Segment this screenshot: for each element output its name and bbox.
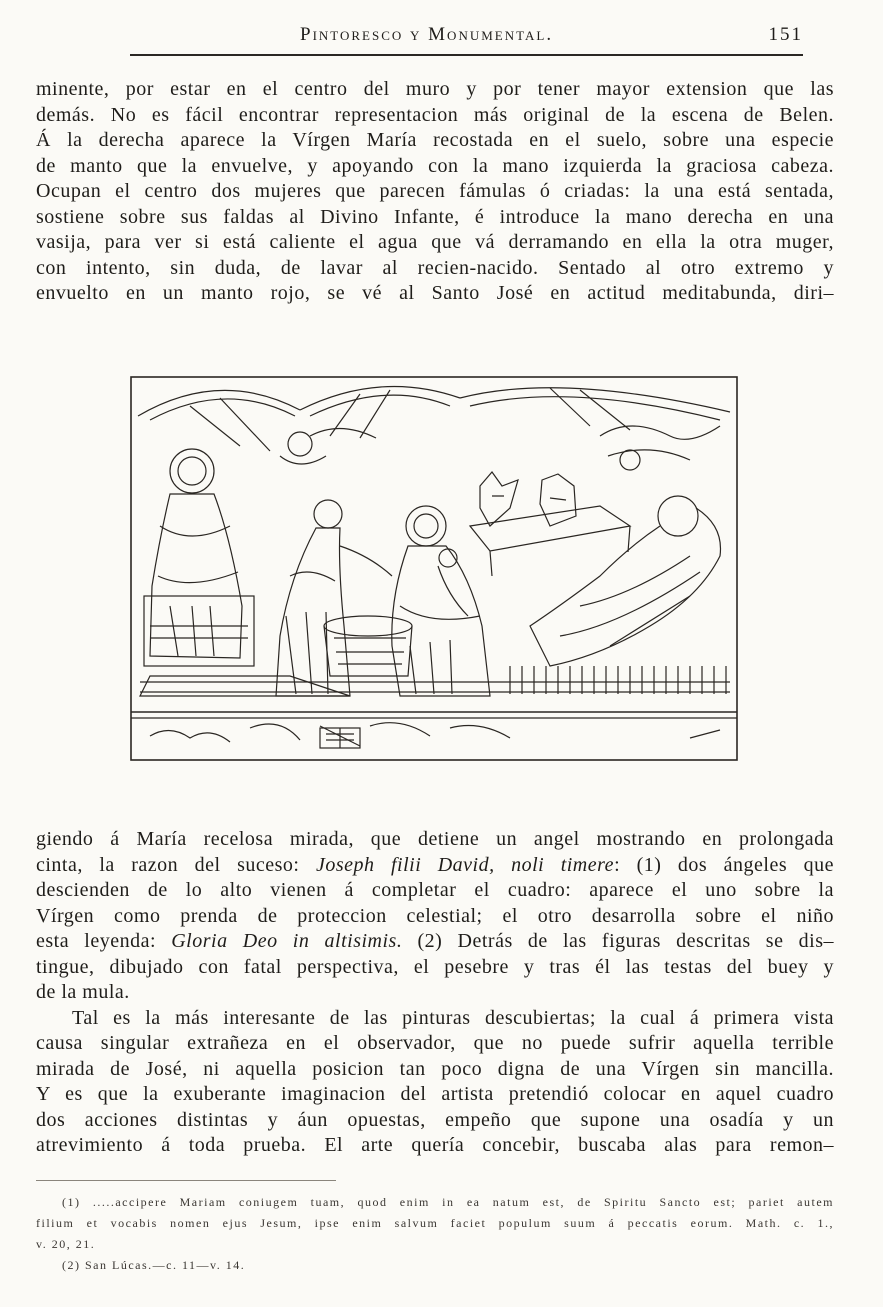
text-line: dos acciones distintas y áun opuestas, empeño que supone una osadía y un: [36, 1108, 834, 1131]
footnotes: [36, 1192, 834, 1276]
header-rule: [130, 54, 803, 56]
footnote-line: filium et vocabis nomen ejus Jesum, ipse enim salvum faciet populum suum á peccatis eorum. Math. c. 1.,: [36, 1216, 834, 1230]
text-line: vasija, para ver si está caliente el agua que vá derramando en ella la otra muger,: [36, 231, 834, 253]
text-line: de la mula.: [36, 981, 130, 1003]
footnote-line: (1) .....accipere Mariam coniugem tuam, quod enim in ea natum est, de Spiritu Sancto est; pariet autem: [62, 1195, 834, 1209]
text-line: demás. No es fácil encontrar representacion más original de la escena de Belen.: [36, 103, 834, 126]
text-line: mirada de José, ni aquella posicion tan poco digna de una Vírgen sin mancilla.: [36, 1057, 834, 1080]
text-line: sostiene sobre sus faldas al Divino Infante, é introduce la mano derecha en una: [36, 205, 834, 228]
text-line: con intento, sin duda, de lavar al recien-nacido. Sentado al otro extremo y: [36, 256, 834, 279]
text-line: Ocupan el centro dos mujeres que parecen fámulas ó criadas: la una está sentada,: [36, 180, 834, 202]
text-line: Tal es la más interesante de las pinturas descubiertas; la cual á primera vista: [72, 1006, 834, 1029]
paragraph-bottom: [36, 827, 834, 1159]
latin-quote: Joseph filii David, noli timere: [315, 853, 615, 876]
nativity-engraving: [130, 376, 738, 762]
text-line: tingue, dibujado con fatal perspectiva, el pesebre y tras él las testas del buey y: [36, 955, 834, 978]
text-fragment: esta leyenda:: [36, 930, 172, 952]
text-line: de manto que la envuelve, y apoyando con la mano izquierda la graciosa cabeza.: [36, 154, 834, 177]
text-line: Vírgen como prenda de proteccion celestial; el otro desarrolla sobre el niño: [36, 904, 834, 927]
text-line: [36, 853, 834, 879]
text-line: envuelto en un manto rojo, se vé al Santo José en actitud meditabunda, diri–: [36, 282, 834, 304]
text-line: descienden de lo alto vienen á completar el cuadro: aparece el uno sobre la: [36, 879, 834, 901]
text-fragment: : (1) dos ángeles que: [614, 853, 835, 876]
text-line: minente, por estar en el centro del muro y por tener mayor extension que las: [36, 78, 834, 100]
text-line: giendo á María recelosa mirada, que detiene un angel mostrando en prolongada: [36, 828, 834, 850]
text-fragment: (2) Detrás de las figuras descritas se dis–: [402, 930, 834, 952]
footnote-line: (2) San Lúcas.—c. 11—v. 14.: [62, 1258, 246, 1272]
footnote-line: v. 20, 21.: [36, 1237, 96, 1251]
running-title: Pintoresco y Monumental.: [300, 24, 554, 45]
text-line: Y es que la exuberante imaginacion del artista pretendió colocar en aquel cuadro: [36, 1083, 834, 1105]
latin-quote: Gloria Deo in altisimis.: [171, 930, 403, 952]
page-number: 151: [768, 24, 803, 45]
paragraph-top: [36, 77, 834, 307]
footnote-rule: [36, 1180, 336, 1181]
text-line: Á la derecha aparece la Vírgen María recostada en el suelo, sobre una especie: [36, 129, 834, 151]
text-line: atrevimiento á toda prueba. El arte quería concebir, buscaba alas para remon–: [36, 1134, 834, 1156]
text-line: [36, 929, 834, 955]
running-head: [130, 24, 803, 48]
text-fragment: cinta, la razon del suceso:: [36, 853, 316, 876]
text-line: causa singular extrañeza en el observador, que no puede sufrir aquella terrible: [36, 1032, 834, 1054]
